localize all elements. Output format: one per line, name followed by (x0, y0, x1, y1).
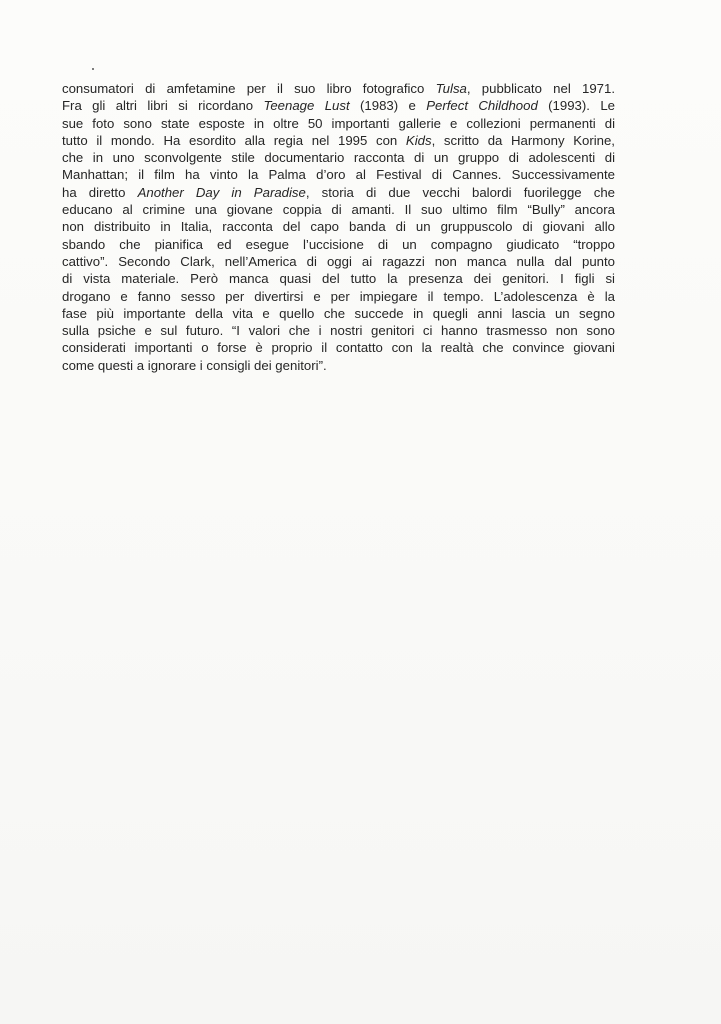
text-segment: ha diretto (62, 184, 138, 200)
text-segment: tutto il mondo. Ha esordito alla regia nel 1995 con (62, 132, 406, 148)
text-segment: Fra gli altri libri si ricordano (62, 98, 264, 114)
text-segment: , storia di due vecchi balordi fuorilegge che (305, 184, 615, 200)
italic-title: Tulsa (435, 81, 467, 96)
text-line (62, 322, 615, 339)
text-segment: consumatori di amfetamine per il suo libro fotografico (62, 81, 436, 96)
text-line (62, 218, 615, 235)
text-line (62, 149, 615, 166)
text-segment: sue foto sono state esposte in oltre 50 importanti gallerie e collezioni permanenti di (62, 115, 615, 131)
text-line (62, 80, 615, 97)
text-line (62, 115, 615, 132)
body-paragraph (62, 80, 615, 374)
text-line (62, 184, 615, 201)
text-line (62, 305, 615, 322)
italic-title: Perfect Childhood (426, 98, 538, 114)
text-line (62, 357, 615, 374)
text-segment: che in uno sconvolgente stile documentario racconta di un gruppo di adolescenti di (62, 150, 615, 166)
text-segment: , pubblicato nel 1971. (466, 81, 615, 96)
text-segment: sulla psiche e sul futuro. “I valori che i nostri genitori ci hanno trasmesso non sono (62, 323, 615, 339)
text-line (62, 201, 615, 218)
text-segment: come questi a ignorare i consigli dei genitori”. (62, 357, 327, 373)
text-segment: educano al crimine una giovane coppia di amanti. Il suo ultimo film “Bully” ancora (62, 202, 615, 218)
text-segment: di vista materiale. Però manca quasi del tutto la presenza dei genitori. I figli si (62, 271, 615, 287)
text-segment: , scritto da Harmony Korine, (431, 132, 615, 148)
text-segment: fase più importante della vita e quello che succede in quegli anni lascia un segno (62, 305, 615, 321)
italic-title: Kids (405, 132, 432, 148)
text-segment: Manhattan; il film ha vinto la Palma d’oro al Festival di Cannes. Successivamente (62, 167, 615, 183)
text-segment: (1983) e (349, 98, 427, 114)
text-line (62, 270, 615, 287)
text-line (62, 253, 615, 270)
text-segment: cattivo”. Secondo Clark, nell’America di oggi ai ragazzi non manca nulla dal punto (62, 253, 615, 269)
italic-title: Teenage Lust (263, 98, 350, 114)
text-line (62, 288, 615, 305)
italic-title: Another Day in Paradise (137, 184, 306, 200)
paper-speck (92, 68, 94, 70)
text-line (62, 339, 615, 356)
text-segment: (1993). Le (537, 98, 615, 114)
text-line (62, 132, 615, 149)
text-segment: non distribuito in Italia, racconta del capo banda di un gruppuscolo di giovani allo (62, 219, 615, 235)
text-line (62, 97, 615, 114)
text-line (62, 236, 615, 253)
text-line (62, 166, 615, 183)
text-segment: sbando che pianifica ed esegue l’uccisione di un compagno giudicato “troppo (62, 236, 615, 252)
text-segment: drogano e fanno sesso per divertirsi e per impiegare il tempo. L’adolescenza è la (62, 288, 615, 304)
text-segment: considerati importanti o forse è proprio il contatto con la realtà che convince giovani (62, 340, 615, 356)
